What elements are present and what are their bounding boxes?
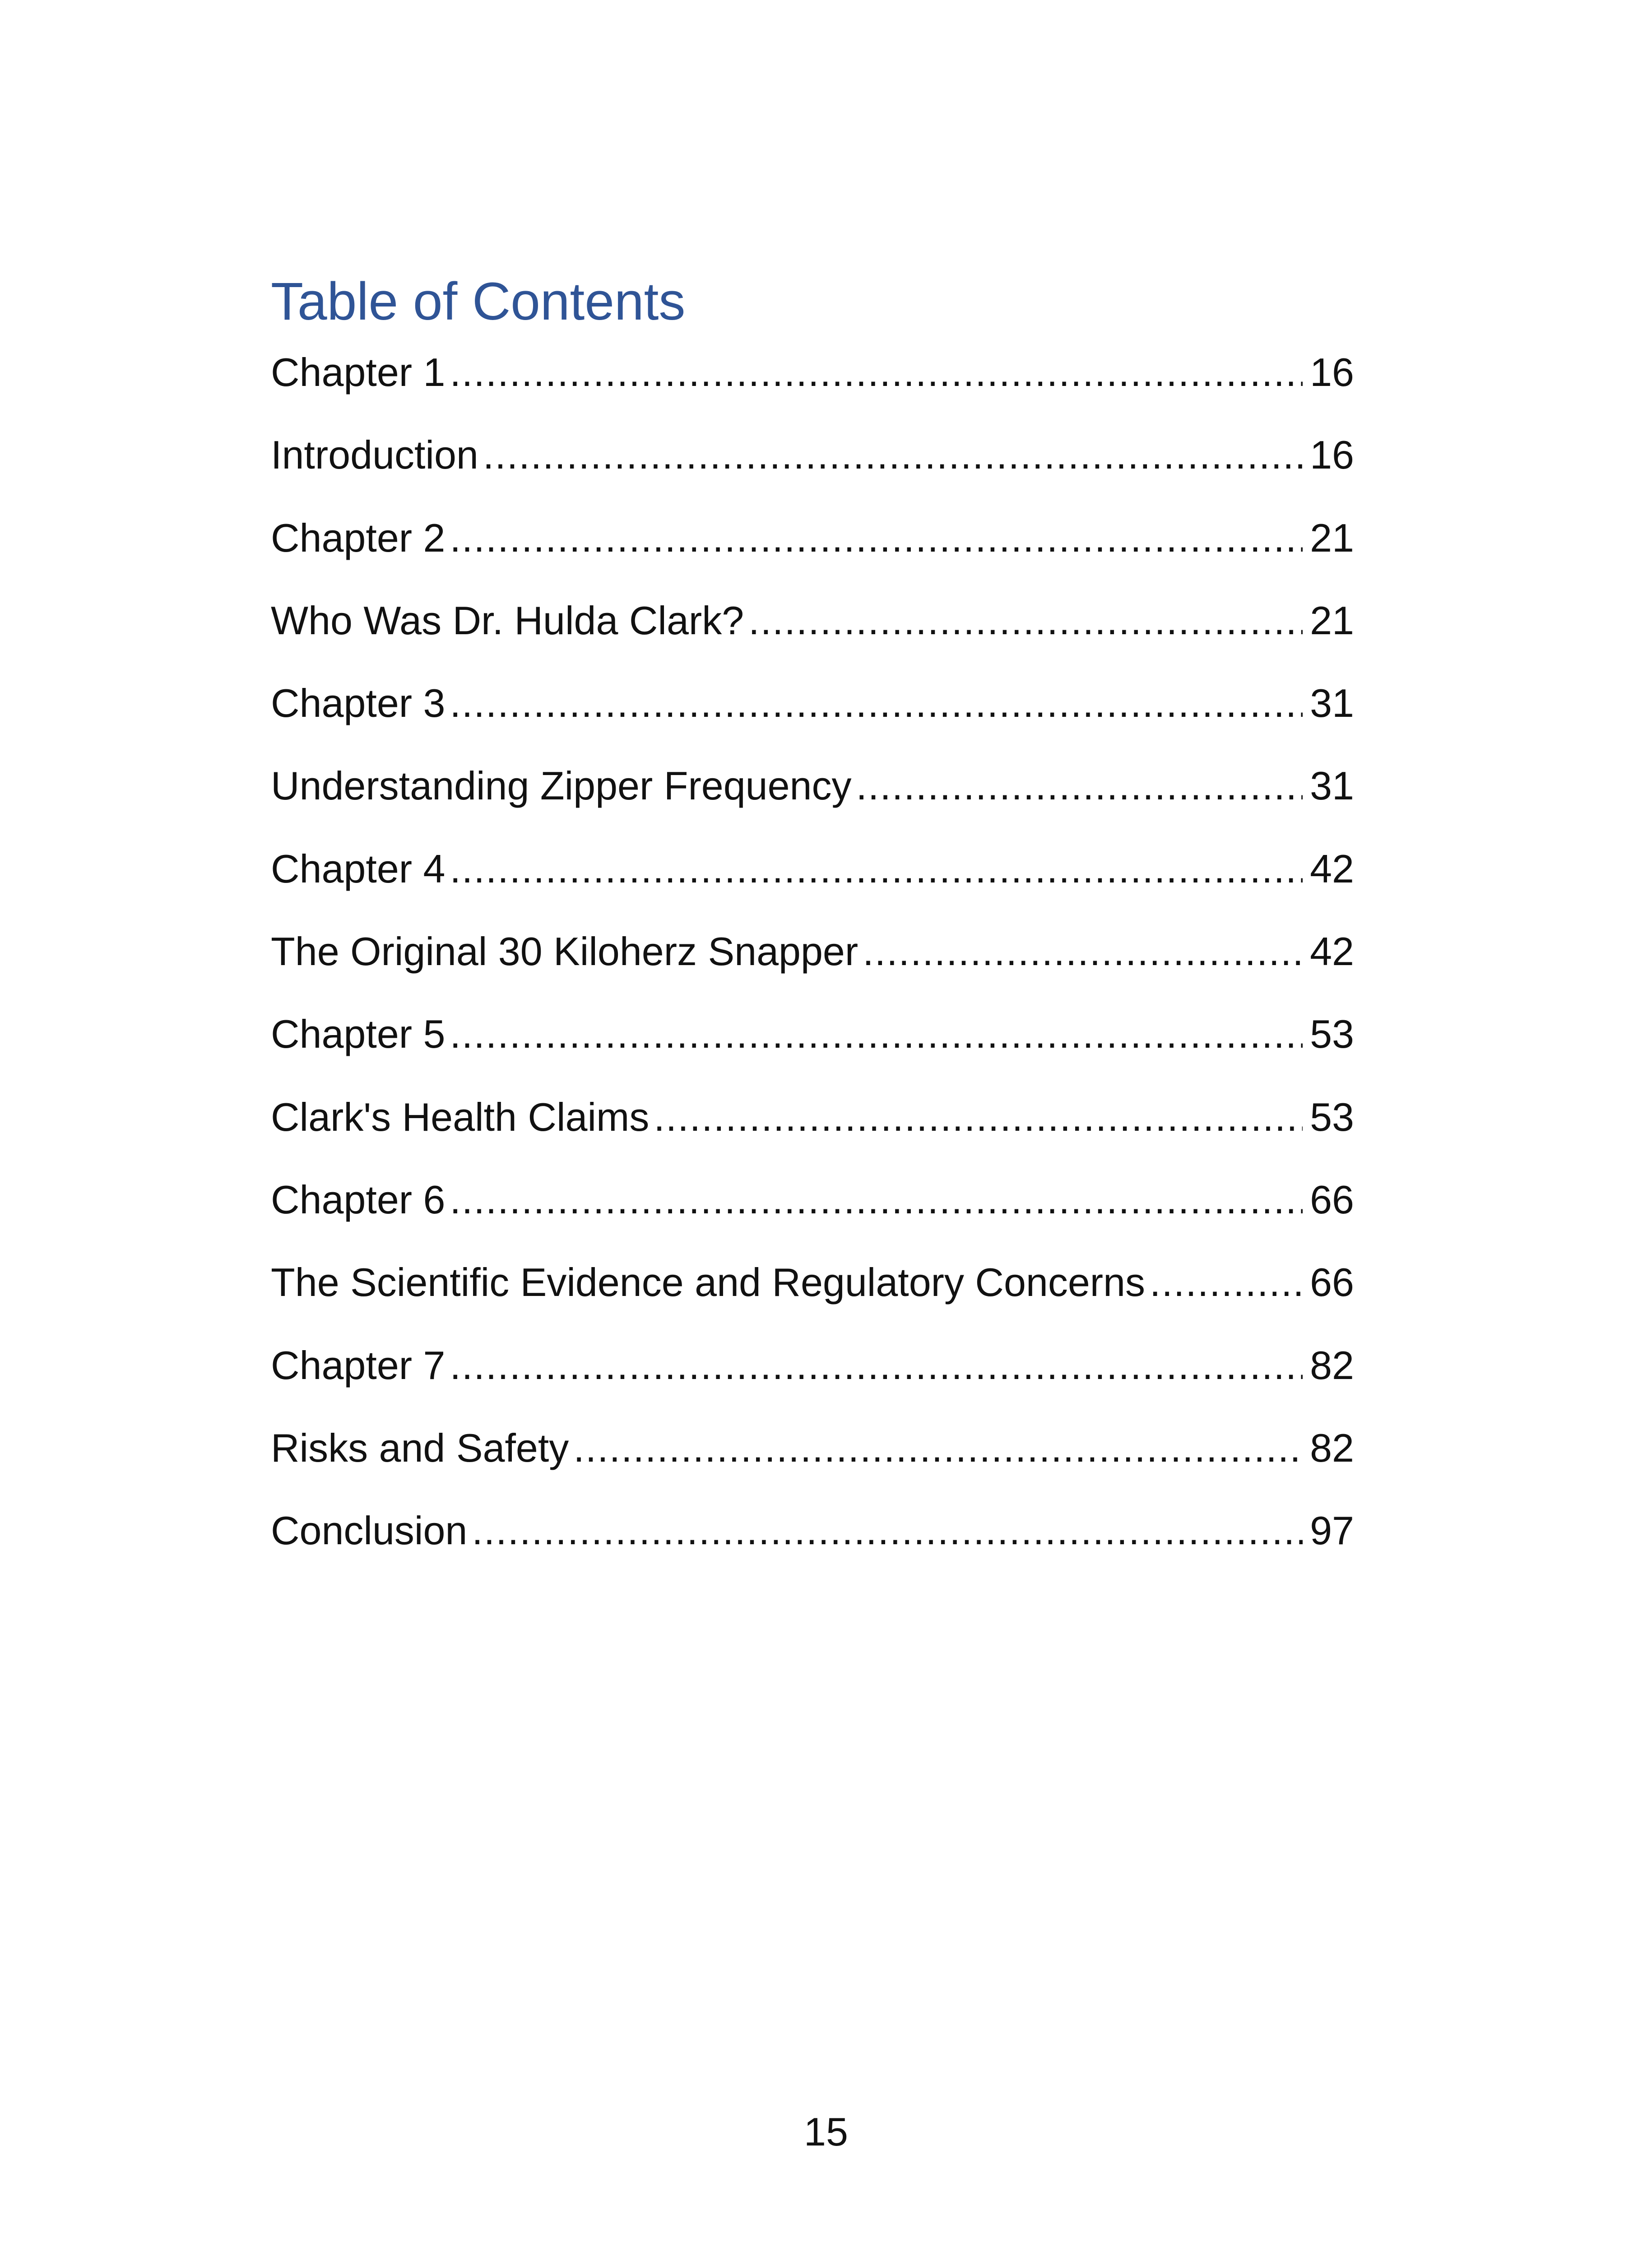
toc-entry-page: 16 xyxy=(1310,350,1354,395)
dot-leader xyxy=(748,596,1303,646)
toc-entry-label: Clark's Health Claims xyxy=(271,1094,650,1139)
dot-leader xyxy=(472,1506,1303,1556)
dot-leader xyxy=(450,1341,1303,1390)
toc-entry-label: Chapter 3 xyxy=(271,681,445,726)
toc-entry-who-was-dr-hulda-clark[interactable] xyxy=(271,596,1354,678)
toc-entry-label: The Original 30 Kiloherz Snapper xyxy=(271,929,858,974)
toc-entry-risks-and-safety[interactable] xyxy=(271,1423,1354,1506)
toc-entry-understanding-zipper-frequency[interactable] xyxy=(271,761,1354,844)
toc-entry-label: Chapter 2 xyxy=(271,515,445,560)
page-number: 15 xyxy=(804,2109,848,2154)
toc-entry-label: Understanding Zipper Frequency xyxy=(271,763,852,808)
dot-leader xyxy=(863,927,1303,976)
toc-entry-page: 82 xyxy=(1310,1425,1354,1470)
toc-entry-label: Chapter 7 xyxy=(271,1342,445,1388)
toc-entry-chapter-4[interactable] xyxy=(271,844,1354,927)
dot-leader xyxy=(1150,1258,1303,1307)
toc-entry-label: The Scientific Evidence and Regulatory Concerns xyxy=(271,1260,1146,1305)
toc-entry-chapter-2[interactable] xyxy=(271,513,1354,596)
toc-entry-label: Risks and Safety xyxy=(271,1425,569,1470)
toc-entry-label: Chapter 1 xyxy=(271,350,445,395)
toc-entry-page: 66 xyxy=(1310,1260,1354,1305)
dot-leader xyxy=(856,761,1303,811)
toc-entry-page: 21 xyxy=(1310,515,1354,560)
dot-leader xyxy=(654,1092,1303,1142)
toc-entry-scientific-evidence[interactable] xyxy=(271,1258,1354,1340)
toc-entry-chapter-3[interactable] xyxy=(271,678,1354,761)
toc-entry-page: 53 xyxy=(1310,1012,1354,1057)
toc-entry-page: 42 xyxy=(1310,929,1354,974)
toc-entry-page: 21 xyxy=(1310,598,1354,643)
toc-entry-label: Chapter 4 xyxy=(271,846,445,891)
toc-heading: Table of Contents xyxy=(271,272,686,331)
dot-leader xyxy=(450,1009,1303,1059)
dot-leader xyxy=(450,348,1303,397)
toc-entry-page: 53 xyxy=(1310,1094,1354,1139)
toc-entry-chapter-1[interactable] xyxy=(271,348,1354,430)
toc-entry-label: Who Was Dr. Hulda Clark? xyxy=(271,598,744,643)
dot-leader xyxy=(450,844,1303,894)
toc-entry-label: Conclusion xyxy=(271,1508,468,1553)
dot-leader xyxy=(573,1423,1303,1473)
dot-leader xyxy=(450,678,1303,728)
toc-entry-original-30-kiloherz-snapper[interactable] xyxy=(271,927,1354,1009)
dot-leader xyxy=(450,513,1303,563)
toc-entry-page: 16 xyxy=(1310,432,1354,478)
toc-entry-chapter-7[interactable] xyxy=(271,1341,1354,1423)
toc-entry-page: 82 xyxy=(1310,1342,1354,1388)
toc-entry-page: 97 xyxy=(1310,1508,1354,1553)
toc-entry-chapter-5[interactable] xyxy=(271,1009,1354,1092)
toc-entry-label: Introduction xyxy=(271,432,478,478)
dot-leader xyxy=(483,430,1303,480)
toc-entry-label: Chapter 6 xyxy=(271,1177,445,1222)
toc-entry-introduction[interactable] xyxy=(271,430,1354,513)
toc-entry-label: Chapter 5 xyxy=(271,1012,445,1057)
dot-leader xyxy=(450,1175,1303,1225)
toc-entry-page: 42 xyxy=(1310,846,1354,891)
toc-entry-page: 66 xyxy=(1310,1177,1354,1222)
toc-entry-conclusion[interactable] xyxy=(271,1506,1354,1588)
toc-entry-page: 31 xyxy=(1310,763,1354,808)
toc-entry-page: 31 xyxy=(1310,681,1354,726)
toc-entry-chapter-6[interactable] xyxy=(271,1175,1354,1258)
toc-entry-clarks-health-claims[interactable] xyxy=(271,1092,1354,1175)
toc-list xyxy=(271,348,1354,1588)
